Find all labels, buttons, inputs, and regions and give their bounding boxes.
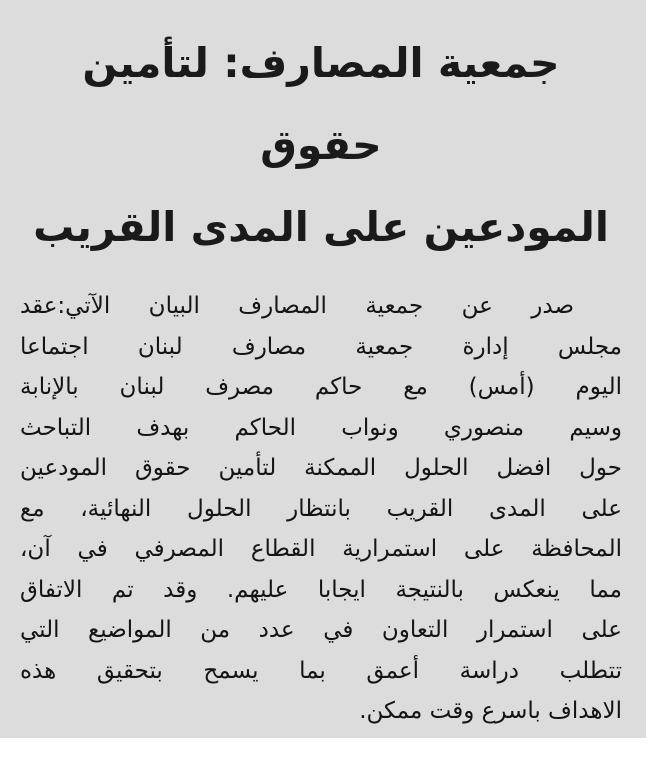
body-line-4: وسيم منصوري ونواب الحاكم بهدف التباحث	[20, 414, 622, 441]
body-line-11: الاهداف باسرع وقت ممكن.	[359, 698, 622, 724]
headline-line-1: جمعية المصارف: لتأمين حقوق	[82, 39, 560, 169]
headline	[20, 22, 622, 268]
body-line-1: صدر عن جمعية المصارف البيان الآتي:عقد	[20, 293, 574, 319]
body-line-2: مجلس إدارة جمعية مصارف لبنان اجتماعا	[20, 333, 622, 360]
body-line-8: مما ينعكس بالنتيجة ايجابا عليهم. وقد تم الاتفاق	[20, 576, 622, 603]
body-line-6: على المدى القريب بانتظار الحلول النهائية، مع	[20, 495, 622, 522]
body-line-5: حول افضل الحلول الممكنة لتأمين حقوق المودعين	[20, 455, 622, 481]
body-line-9: على استمرار التعاون في عدد من المواضيع التي	[20, 617, 622, 643]
article-body	[20, 286, 622, 732]
body-line-10: تتطلب دراسة أعمق بما يسمح بتحقيق هذه	[20, 657, 622, 684]
body-line-7: المحافظة على استمرارية القطاع المصرفي في آن،	[20, 536, 622, 562]
page-margin	[646, 0, 656, 765]
headline-line-2: المودعين على المدى القريب	[33, 203, 609, 251]
body-line-3: اليوم (أمس) مع حاكم مصرف لبنان بالإنابة	[20, 374, 622, 400]
